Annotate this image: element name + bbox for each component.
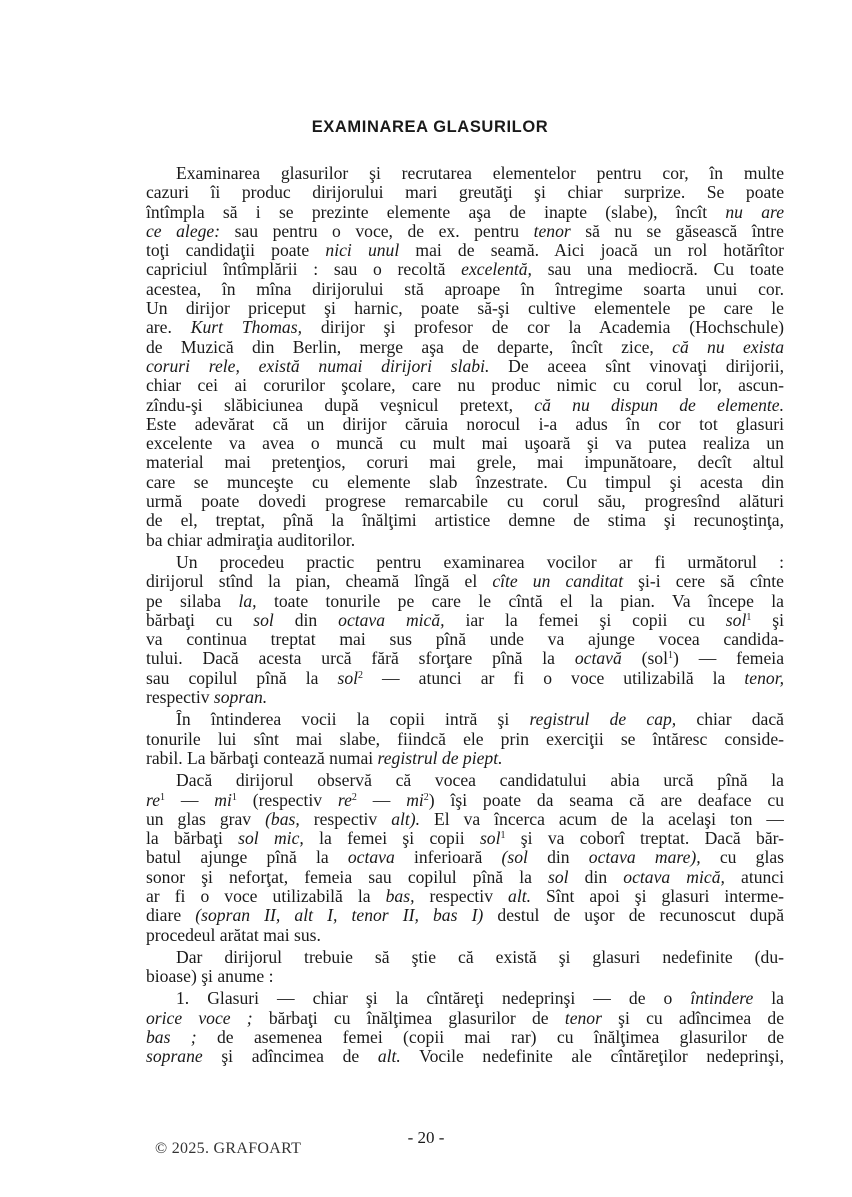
italic-text: re [146, 790, 161, 810]
text-line [146, 203, 784, 222]
text-segment: de el, treptat, pînă la înălţimi artistice demne de stima şi recunoştinţa, [146, 511, 784, 531]
text-line [146, 357, 784, 376]
italic-text: coruri rele, există numai dirijori slabi. [146, 356, 490, 376]
text-segment: la bărbaţi [146, 829, 239, 849]
text-segment: rabil. La bărbaţi contează numai [146, 748, 378, 768]
text-segment: zîndu-şi slăbiciunea după veşnicul pretext, [146, 395, 535, 415]
text-line [146, 710, 784, 729]
text-line [146, 492, 784, 511]
text-segment: un glas grav [146, 809, 266, 829]
text-segment: şi cu adîncimea de [601, 1008, 784, 1028]
italic-text: mi [406, 790, 424, 810]
text-line [146, 553, 784, 572]
italic-text: orice voce ; [146, 1008, 253, 1028]
italic-text: alt). [391, 809, 421, 829]
text-segment: ba chiar admiraţia auditorilor. [146, 530, 356, 550]
text-line [146, 415, 784, 434]
text-segment: din [568, 867, 624, 887]
text-line [146, 810, 784, 829]
text-segment: cu glas [700, 848, 784, 868]
text-segment: Un dirijor priceput şi harnic, poate să-şi cultive elementele pe care le [146, 299, 784, 319]
superscript: 1 [500, 830, 506, 842]
text-line [146, 926, 784, 945]
italic-text: nu are [725, 202, 784, 222]
italic-text: Kurt Thomas, [190, 318, 302, 338]
text-segment: Sînt apoi şi glasuri interme- [531, 886, 784, 906]
text-segment: Este adevărat că un dirijor căruia norocul i-a adus în cor tot glasuri [146, 414, 784, 434]
italic-text: sol [479, 829, 501, 849]
text-line [146, 592, 784, 611]
text-segment: care se munceşte cu elemente slab înzestrate. Cu timpul şi acesta din [146, 472, 784, 492]
text-segment: şi va coborî treptat. Dacă băr- [505, 829, 784, 849]
superscript: 2 [423, 791, 429, 803]
text-segment: — [356, 790, 407, 810]
text-line [146, 299, 784, 318]
italic-text: cîte un canditat [492, 572, 624, 592]
text-segment: iar la femei şi copii cu [444, 610, 726, 630]
text-segment: sau una mediocră. Cu toate [531, 260, 784, 280]
italic-text: bas, [385, 886, 415, 906]
text-line [146, 1047, 784, 1066]
paragraph [146, 553, 784, 707]
text-segment: material mai pretenţios, coruri mai grele, mai impunătoare, decît altul [146, 453, 784, 473]
italic-text: sol mic, [238, 829, 304, 849]
text-segment: diare [146, 906, 196, 926]
paragraph [146, 948, 784, 987]
text-line [146, 511, 784, 530]
text-segment: urmă poate dovedi progrese remarcabile cu corul său, progresînd alături [146, 492, 784, 512]
text-segment: Vocile nedefinite ale cîntăreţilor nedeprinşi, [400, 1047, 784, 1067]
italic-text: (bas, [265, 809, 300, 829]
text-segment: de asemenea femei (copii mai rar) cu înălţimea glasurilor de [196, 1028, 784, 1048]
text-segment: sau pentru o voce, de ex. pentru [220, 221, 534, 241]
text-segment: procedeul arătat mai sus. [146, 925, 321, 945]
text-segment: respectiv [414, 886, 509, 906]
text-line [146, 434, 784, 453]
text-segment: pe silaba [146, 591, 239, 611]
text-line [146, 376, 784, 395]
italic-text: sol [548, 867, 569, 887]
text-line [146, 453, 784, 472]
italic-text: ce alege: [146, 221, 221, 241]
text-segment: cazuri îi produc dirijorului mari greutăţi şi chiar surprize. Se poate [146, 183, 784, 203]
text-segment: bioase) şi anume : [146, 967, 274, 987]
italic-text: tenor [533, 221, 571, 241]
italic-text: registrul de cap, [529, 710, 677, 730]
text-segment: chiar dacă [676, 710, 784, 730]
text-line [146, 989, 784, 1008]
copyright-notice: © 2025. GRAFOART [155, 1140, 302, 1157]
text-line [146, 396, 784, 415]
page-title: EXAMINAREA GLASURILOR [311, 118, 549, 136]
text-segment: batul ajunge pînă la [146, 848, 348, 868]
superscript: 2 [358, 669, 364, 681]
text-line [146, 1028, 784, 1047]
text-line [146, 791, 784, 810]
page-number: - 20 - [407, 1128, 445, 1147]
text-line [146, 771, 784, 790]
text-segment: din [273, 610, 339, 630]
italic-text: octava mică, [623, 867, 725, 887]
italic-text: (sopran II, alt I, tenor II, bas I) [195, 906, 484, 926]
text-segment: şi [751, 610, 784, 630]
italic-text: întindere [690, 989, 754, 1009]
text-line [146, 630, 784, 649]
text-line [146, 948, 784, 967]
paragraph [146, 771, 784, 945]
text-segment: bărbaţi cu [146, 610, 254, 630]
text-segment: dirijorul stînd la pian, cheamă lîngă el [146, 572, 493, 592]
text-segment: ar fi o voce utilizabilă la [146, 886, 386, 906]
italic-text: sol [725, 610, 747, 630]
italic-text: octava mare), [588, 848, 701, 868]
text-segment: din [527, 848, 589, 868]
text-segment: (sol [621, 649, 668, 669]
text-line [146, 1009, 784, 1028]
text-line [146, 260, 784, 279]
italic-text: mi [214, 790, 232, 810]
italic-text: sopran. [213, 688, 268, 708]
text-segment: tonurile lui sînt mai slabe, fiindcă ele prin exerciţii se întăresc conside- [146, 729, 784, 749]
text-line [146, 868, 784, 887]
text-segment: tului. Dacă acesta urcă fără sforţare pînă la [146, 649, 575, 669]
italic-text: tenor [564, 1008, 602, 1028]
text-segment: destul de uşor de recunoscut după [483, 906, 784, 926]
text-segment: Un procedeu practic pentru examinarea vocilor ar fi următorul : [176, 552, 784, 572]
text-line [146, 164, 784, 183]
text-segment: 1. Glasuri — chiar şi la cîntăreţi nedeprinşi — de o [176, 989, 691, 1009]
text-segment: El va încerca acum de la acelaşi ton — [420, 809, 784, 829]
italic-text: re [337, 790, 352, 810]
text-segment: De aceea sînt vinovaţi dirijorii, [489, 356, 784, 376]
text-segment: inferioară [394, 848, 502, 868]
superscript: 2 [351, 791, 357, 803]
text-segment: şi adîncimea de [202, 1047, 378, 1067]
text-segment: chiar cei ai corurilor şcolare, care nu produc nimic cu corul lor, ascun- [146, 376, 784, 396]
text-line [146, 749, 784, 768]
text-segment: de Muzică din Berlin, merge aşa de departe, încît zice, [146, 337, 673, 357]
italic-text: octava mică, [338, 610, 445, 630]
italic-text: nici unul [325, 241, 400, 261]
superscript: 1 [746, 611, 752, 623]
text-line [146, 649, 784, 668]
italic-text: sol [253, 610, 274, 630]
text-segment: la [753, 989, 784, 1009]
superscript: 1 [160, 791, 166, 803]
text-line [146, 669, 784, 688]
superscript: 1 [231, 791, 237, 803]
text-line [146, 829, 784, 848]
text-segment: Dar dirijorul trebuie să ştie că există şi glasuri nedefinite (du- [176, 947, 784, 967]
text-segment: respectiv [146, 688, 214, 708]
text-segment: acestea, în mîna dirijorului stă aproape în întregime soarta unui cor. [146, 279, 784, 299]
text-segment: să nu se găsească între [570, 221, 784, 241]
italic-text: soprane [146, 1047, 203, 1067]
italic-text: tenor, [744, 668, 784, 688]
text-segment: la femei şi copii [303, 829, 480, 849]
text-segment: excelente va avea o muncă cu mult mai uşoară şi va putea realiza un [146, 434, 784, 454]
text-segment: ) — femeia [673, 649, 784, 669]
italic-text: că nu dispun de elemente. [534, 395, 784, 415]
paragraph [146, 710, 784, 768]
text-line [146, 280, 784, 299]
italic-text: excelentă, [461, 260, 532, 280]
text-segment: sonor şi neforţat, femeia sau copilul pînă la [146, 867, 549, 887]
text-line [146, 730, 784, 749]
text-segment: ) îşi poate da seama că are deaface cu [428, 790, 784, 810]
superscript: 1 [668, 650, 673, 662]
text-line [146, 241, 784, 260]
document-body [146, 164, 784, 1070]
paragraph [146, 164, 784, 550]
paragraph [146, 989, 784, 1066]
text-segment: bărbaţi cu înălţimea glasurilor de [252, 1008, 565, 1028]
text-line [146, 318, 784, 337]
italic-text: (sol [501, 848, 528, 868]
text-segment: În întinderea vocii la copii intră şi [176, 710, 530, 730]
text-segment: toţi candidaţii poate [146, 241, 326, 261]
text-segment: atunci [724, 867, 784, 887]
text-segment: dirijor şi profesor de cor la Academia (Hochschule) [301, 318, 784, 338]
text-segment: toate tonurile pe care le cîntă el la pian. Va începe la [256, 591, 784, 611]
text-segment: are. [146, 318, 191, 338]
text-line [146, 531, 784, 550]
italic-text: octava [347, 848, 395, 868]
text-segment: — atunci ar fi o voce utilizabilă la [363, 668, 745, 688]
text-segment: sau copilul pînă la [146, 668, 338, 688]
text-line [146, 688, 784, 707]
text-segment: respectiv [299, 809, 392, 829]
italic-text: la, [238, 591, 257, 611]
italic-text: registrul de piept. [377, 748, 503, 768]
text-line [146, 222, 784, 241]
italic-text: alt. [377, 1047, 401, 1067]
text-segment: (respectiv [236, 790, 338, 810]
text-line [146, 183, 784, 202]
italic-text: bas ; [146, 1028, 197, 1048]
text-line [146, 611, 784, 630]
text-line [146, 906, 784, 925]
text-line [146, 848, 784, 867]
text-segment: Dacă dirijorul observă că vocea candidatului abia urcă pînă la [176, 771, 784, 791]
text-line [146, 572, 784, 591]
text-line [146, 473, 784, 492]
text-segment: întîmpla să i se prezinte elemente aşa de inapte (slabe), încît [146, 202, 726, 222]
text-segment: capriciul întîmplării : sau o recoltă [146, 260, 462, 280]
text-segment: mai de seamă. Aici joacă un rol hotărîtor [399, 241, 784, 261]
text-line [146, 887, 784, 906]
italic-text: alt. [508, 886, 532, 906]
text-segment: va continua treptat mai sus pînă unde va ajunge vocea candida- [146, 630, 784, 650]
text-segment: — [165, 790, 215, 810]
text-segment: şi-i cere să cînte [623, 572, 784, 592]
text-line [146, 338, 784, 357]
italic-text: că nu exista [672, 337, 784, 357]
italic-text: sol [337, 668, 359, 688]
text-line [146, 967, 784, 986]
italic-text: octavă [574, 649, 622, 669]
text-segment: Examinarea glasurilor şi recrutarea elementelor pentru cor, în multe [176, 164, 784, 183]
